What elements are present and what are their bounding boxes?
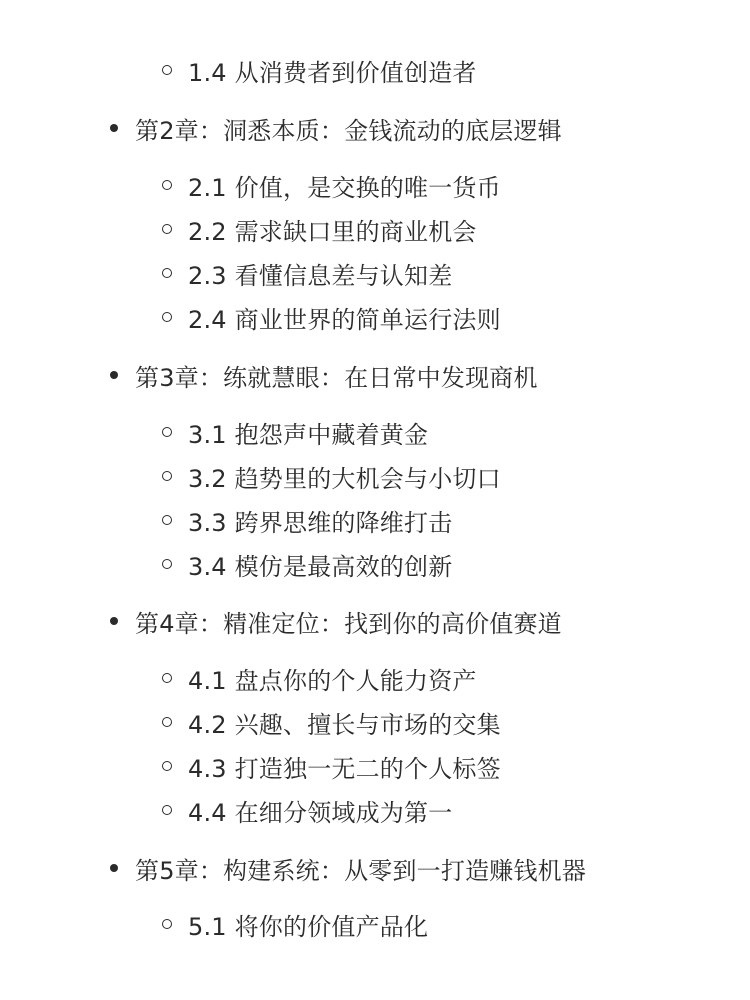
chapter-label: 第2章：洞悉本质：金钱流动的底层逻辑 (135, 116, 562, 145)
toc-section-1-4 (162, 50, 477, 90)
toc-section-3-4 (162, 544, 452, 584)
circle-bullet-icon (162, 312, 172, 322)
toc-chapter-3 (110, 355, 538, 395)
section-label: 2.2 需求缺口里的商业机会 (188, 217, 477, 246)
section-label: 3.2 趋势里的大机会与小切口 (188, 464, 501, 493)
chapter-label: 第5章：构建系统：从零到一打造赚钱机器 (135, 856, 587, 885)
disc-bullet-icon (110, 864, 118, 872)
toc-section-2-4 (162, 297, 501, 337)
toc-section-4-2 (162, 702, 501, 742)
circle-bullet-icon (162, 65, 172, 75)
section-label: 4.1 盘点你的个人能力资产 (188, 666, 477, 695)
toc-section-2-1 (162, 165, 501, 205)
circle-bullet-icon (162, 805, 172, 815)
chapter-label: 第3章：练就慧眼：在日常中发现商机 (135, 363, 538, 392)
toc-section-4-3 (162, 746, 501, 786)
section-label: 4.2 兴趣、擅长与市场的交集 (188, 710, 501, 739)
circle-bullet-icon (162, 427, 172, 437)
section-label: 3.3 跨界思维的降维打击 (188, 508, 453, 537)
toc-section-2-2 (162, 209, 477, 249)
circle-bullet-icon (162, 919, 172, 929)
chapter-label: 第4章：精准定位：找到你的高价值赛道 (135, 609, 562, 638)
section-label: 3.4 模仿是最高效的创新 (188, 552, 453, 581)
section-label: 5.1 将你的价值产品化 (188, 912, 429, 941)
toc-section-4-1 (162, 658, 477, 698)
disc-bullet-icon (110, 124, 118, 132)
section-label: 2.3 看懂信息差与认知差 (188, 261, 453, 290)
toc-chapter-5 (110, 848, 586, 888)
toc-section-2-3 (162, 253, 452, 293)
section-label: 1.4 从消费者到价值创造者 (188, 58, 477, 87)
disc-bullet-icon (110, 617, 118, 625)
toc-section-4-4 (162, 790, 452, 830)
toc-chapter-4 (110, 601, 562, 641)
circle-bullet-icon (162, 673, 172, 683)
circle-bullet-icon (162, 471, 172, 481)
circle-bullet-icon (162, 761, 172, 771)
section-label: 3.1 抱怨声中藏着黄金 (188, 420, 429, 449)
section-label: 4.3 打造独一无二的个人标签 (188, 754, 501, 783)
circle-bullet-icon (162, 268, 172, 278)
toc-section-3-3 (162, 500, 452, 540)
section-label: 4.4 在细分领域成为第一 (188, 798, 453, 827)
toc-section-3-1 (162, 412, 428, 452)
circle-bullet-icon (162, 717, 172, 727)
toc-section-5-1 (162, 904, 428, 944)
section-label: 2.1 价值，是交换的唯一货币 (188, 173, 501, 202)
toc-chapter-2 (110, 108, 562, 148)
circle-bullet-icon (162, 559, 172, 569)
circle-bullet-icon (162, 224, 172, 234)
section-label: 2.4 商业世界的简单运行法则 (188, 305, 501, 334)
circle-bullet-icon (162, 180, 172, 190)
toc-section-3-2 (162, 456, 501, 496)
circle-bullet-icon (162, 515, 172, 525)
disc-bullet-icon (110, 371, 118, 379)
